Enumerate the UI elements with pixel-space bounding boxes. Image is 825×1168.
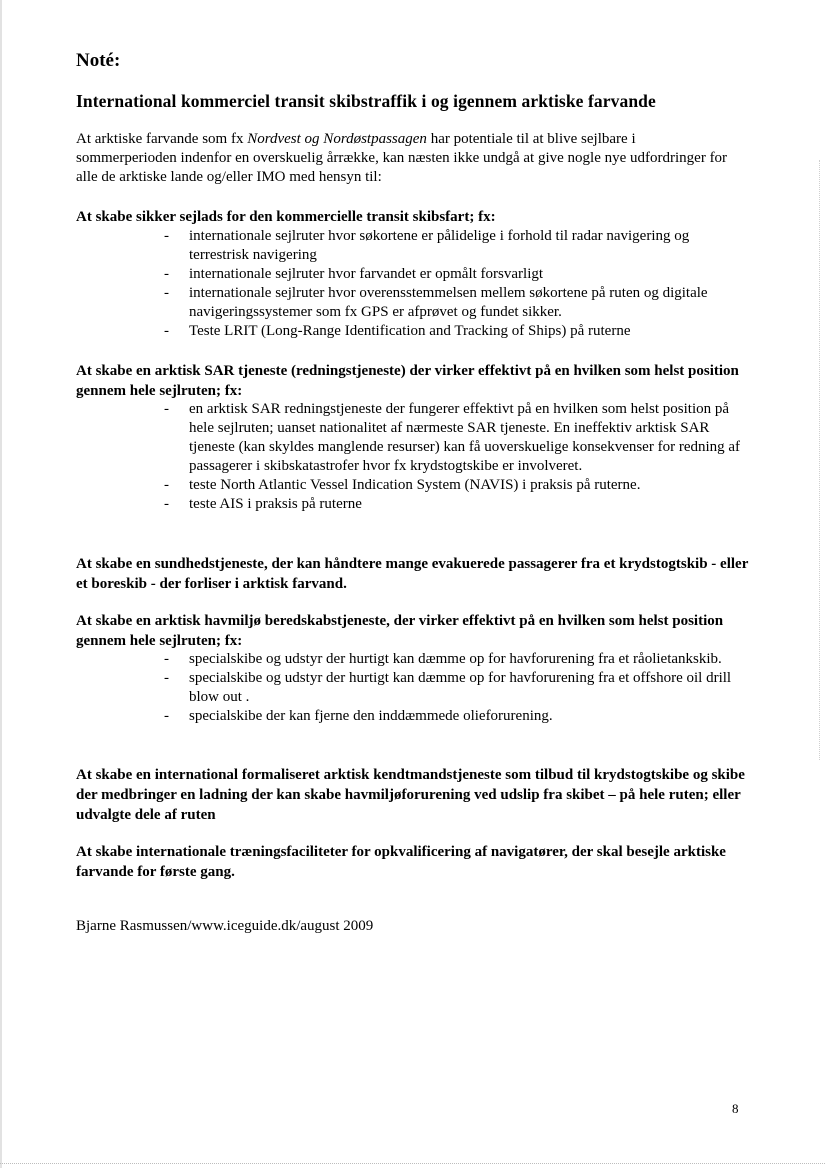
section-heading-safe-navigation: At skabe sikker sejlads for den kommercielle transit skibsfart; fx:: [76, 209, 496, 225]
list-item: [164, 707, 744, 726]
bullet-dash: -: [164, 670, 169, 686]
bullet-dash: -: [164, 496, 169, 512]
bullet-list-sar-service: [164, 400, 744, 514]
list-item-text: specialskibe der kan fjerne den inddæmmede olieforurening.: [189, 708, 553, 724]
page-number: 8: [732, 1101, 739, 1116]
note-heading: Noté:: [76, 50, 121, 71]
list-item-text: Teste LRIT (Long-Range Identification and Tracking of Ships) på ruterne: [189, 323, 631, 339]
list-item-text: internationale sejlruter hvor farvandet er opmålt forsvarligt: [189, 266, 544, 282]
list-item-text: internationale sejlruter hvor overensstemmelsen mellem søkortene på ruten og digitale navigeringssystemer som fx GPS er afprøvet og fundet sikker.: [189, 285, 708, 320]
list-item: [164, 476, 744, 495]
list-item: [164, 227, 744, 265]
document-title: International kommerciel transit skibstraffik i og igennem arktiske farvande: [76, 91, 656, 111]
bullet-dash: -: [164, 708, 169, 724]
list-item-text: internationale sejlruter hvor søkortene er pålidelige i forhold til radar navigering og terrestrisk navigering: [189, 228, 690, 263]
bullet-dash: -: [164, 401, 169, 417]
list-item: [164, 650, 744, 669]
bullet-dash: -: [164, 323, 169, 339]
intro-text-start: At arktiske farvande som fx: [76, 131, 248, 147]
signature-line: Bjarne Rasmussen/www.iceguide.dk/august 2009: [76, 918, 374, 934]
list-item: [164, 284, 744, 322]
list-item: [164, 400, 744, 476]
list-item-text: teste North Atlantic Vessel Indication System (NAVIS) i praksis på ruterne.: [189, 477, 641, 493]
list-item: [164, 265, 744, 284]
bullet-dash: -: [164, 285, 169, 301]
scan-edge-left: [0, 0, 2, 1168]
list-item-text: specialskibe og udstyr der hurtigt kan dæmme op for havforurening fra et offshore oil drill blow out .: [189, 670, 732, 705]
list-item-text: en arktisk SAR redningstjeneste der fungerer effektivt på en hvilken som helst position på hele sejlruten; uanset nationalitet af nærmeste SAR tjeneste. En ineffektiv arktisk SAR tjeneste (kan skyldes manglende resurser) kan få uoverskuelige konsekvenser for redning af passagerer i skibskatastrofer hvor fx krydstogtskibe er involveret.: [189, 401, 741, 474]
bullet-dash: -: [164, 651, 169, 667]
list-item-text: teste AIS i praksis på ruterne: [189, 496, 362, 512]
bullet-dash: -: [164, 477, 169, 493]
section-heading-health-service: At skabe en sundhedstjeneste, der kan håndtere mange evakuerede passagerer fra et krydstogtskib - eller et boreskib - der forliser i arktisk farvand.: [76, 556, 749, 592]
section-heading-marine-environment: At skabe en arktisk havmiljø beredskabstjeneste, der virker effektivt på en hvilken som helst position gennem hele sejlruten; fx:: [76, 613, 724, 649]
intro-text-end: har potentiale til at blive sejlbare i sommerperioden indenfor en overskuelig årrække, kan næsten ikke undgå at give nogle nye udfordringer for alle de arktiske lande og/eller IMO med hensyn til:: [76, 131, 728, 185]
scan-edge-right: [819, 160, 821, 760]
scan-edge-bottom: [0, 1163, 825, 1165]
intro-paragraph: [76, 130, 736, 187]
list-item: [164, 322, 744, 341]
list-item-text: specialskibe og udstyr der hurtigt kan dæmme op for havforurening fra et råolietankskib.: [189, 651, 722, 667]
list-item: [164, 495, 744, 514]
section-heading-sar-service: At skabe en arktisk SAR tjeneste (redningstjeneste) der virker effektivt på en hvilken som helst position gennem hele sejlruten; fx:: [76, 363, 739, 399]
intro-italic-passages: Nordvest og Nordøstpassagen: [247, 131, 427, 147]
bullet-dash: -: [164, 228, 169, 244]
bullet-list-marine-environment: [164, 650, 744, 726]
list-item: [164, 669, 744, 707]
bullet-list-safe-navigation: [164, 227, 744, 341]
section-heading-training-facilities: At skabe internationale træningsfaciliteter for opkvalificering af navigatører, der skal besejle arktiske farvande for første gang.: [76, 844, 726, 880]
section-heading-pilot-service: At skabe en international formaliseret arktisk kendtmandstjeneste som tilbud til krydstogtskibe og skibe der medbringer en ladning der kan skabe havmiljøforurening ved udslip fra skibet – på hele ruten; eller udvalgte dele af ruten: [76, 767, 745, 823]
bullet-dash: -: [164, 266, 169, 282]
